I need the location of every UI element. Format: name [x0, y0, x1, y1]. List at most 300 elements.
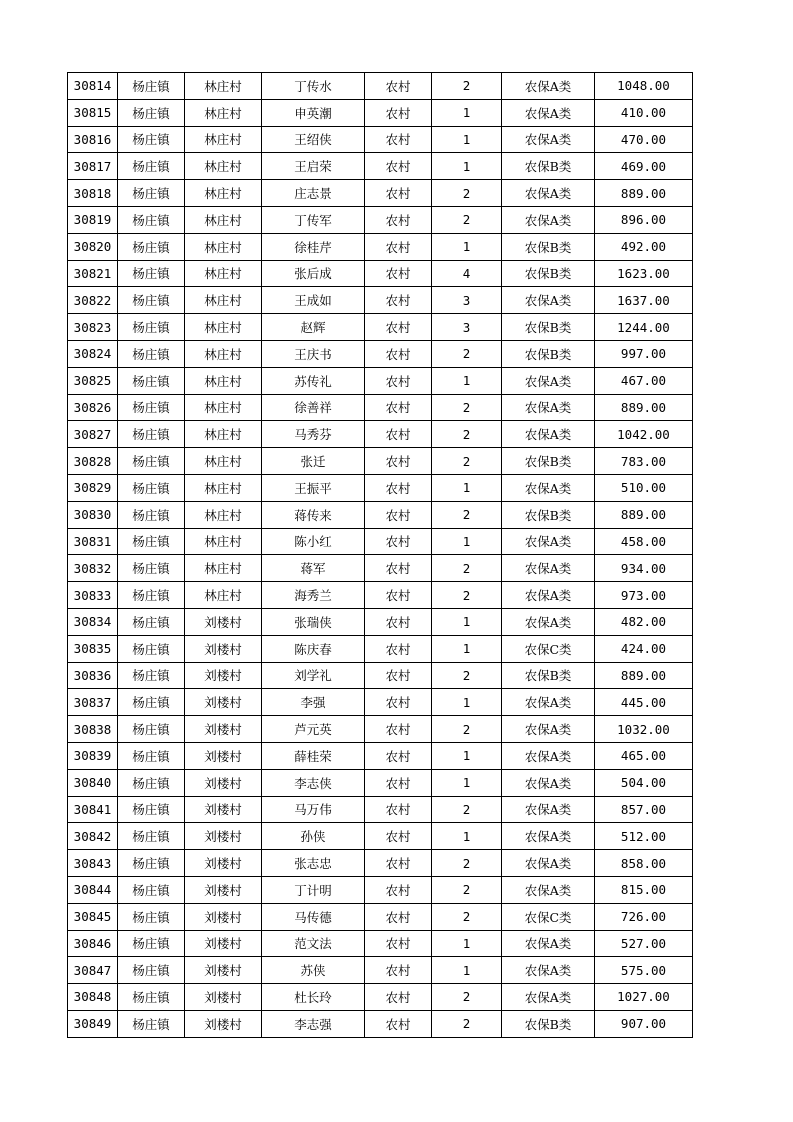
town-cell: 杨庄镇 — [118, 394, 185, 421]
household-size-cell: 4 — [432, 260, 502, 287]
name-cell: 蒋军 — [262, 555, 365, 582]
record-id-cell: 30847 — [68, 957, 118, 984]
village-cell: 林庄村 — [185, 421, 262, 448]
table-row — [68, 742, 693, 769]
name-cell: 丁计明 — [262, 876, 365, 903]
household-size-cell: 1 — [432, 769, 502, 796]
table-row — [68, 769, 693, 796]
record-id-cell: 30815 — [68, 99, 118, 126]
category-cell: 农保B类 — [502, 448, 595, 475]
category-cell: 农保A类 — [502, 608, 595, 635]
name-cell: 张后成 — [262, 260, 365, 287]
amount-cell: 410.00 — [595, 99, 693, 126]
town-cell: 杨庄镇 — [118, 823, 185, 850]
category-cell: 农保B类 — [502, 1010, 595, 1037]
amount-cell: 889.00 — [595, 180, 693, 207]
village-cell: 刘楼村 — [185, 608, 262, 635]
town-cell: 杨庄镇 — [118, 796, 185, 823]
amount-cell: 907.00 — [595, 1010, 693, 1037]
category-cell: 农保A类 — [502, 206, 595, 233]
area-type-cell: 农村 — [365, 260, 432, 287]
record-id-cell: 30839 — [68, 742, 118, 769]
town-cell: 杨庄镇 — [118, 742, 185, 769]
amount-cell: 469.00 — [595, 153, 693, 180]
town-cell: 杨庄镇 — [118, 180, 185, 207]
amount-cell: 973.00 — [595, 582, 693, 609]
category-cell: 农保A类 — [502, 716, 595, 743]
name-cell: 王成如 — [262, 287, 365, 314]
household-size-cell: 1 — [432, 233, 502, 260]
category-cell: 农保A类 — [502, 528, 595, 555]
table-row — [68, 153, 693, 180]
table-row — [68, 850, 693, 877]
village-cell: 林庄村 — [185, 367, 262, 394]
area-type-cell: 农村 — [365, 769, 432, 796]
household-size-cell: 2 — [432, 394, 502, 421]
table-body — [68, 73, 693, 1038]
amount-cell: 858.00 — [595, 850, 693, 877]
name-cell: 芦元英 — [262, 716, 365, 743]
town-cell: 杨庄镇 — [118, 903, 185, 930]
area-type-cell: 农村 — [365, 421, 432, 448]
record-id-cell: 30845 — [68, 903, 118, 930]
area-type-cell: 农村 — [365, 984, 432, 1011]
name-cell: 王庆书 — [262, 340, 365, 367]
household-size-cell: 1 — [432, 689, 502, 716]
name-cell: 李志侠 — [262, 769, 365, 796]
village-cell: 刘楼村 — [185, 796, 262, 823]
table-row — [68, 233, 693, 260]
table-row — [68, 689, 693, 716]
village-cell: 刘楼村 — [185, 635, 262, 662]
household-size-cell: 2 — [432, 555, 502, 582]
category-cell: 农保A类 — [502, 957, 595, 984]
area-type-cell: 农村 — [365, 555, 432, 582]
amount-cell: 896.00 — [595, 206, 693, 233]
table-row — [68, 474, 693, 501]
village-cell: 林庄村 — [185, 555, 262, 582]
town-cell: 杨庄镇 — [118, 474, 185, 501]
name-cell: 赵辉 — [262, 314, 365, 341]
category-cell: 农保A类 — [502, 287, 595, 314]
category-cell: 农保B类 — [502, 501, 595, 528]
table-row — [68, 876, 693, 903]
record-id-cell: 30830 — [68, 501, 118, 528]
town-cell: 杨庄镇 — [118, 716, 185, 743]
household-size-cell: 2 — [432, 903, 502, 930]
name-cell: 李强 — [262, 689, 365, 716]
household-size-cell: 2 — [432, 796, 502, 823]
category-cell: 农保A类 — [502, 930, 595, 957]
town-cell: 杨庄镇 — [118, 608, 185, 635]
town-cell: 杨庄镇 — [118, 153, 185, 180]
amount-cell: 1042.00 — [595, 421, 693, 448]
town-cell: 杨庄镇 — [118, 930, 185, 957]
record-id-cell: 30816 — [68, 126, 118, 153]
table-row — [68, 555, 693, 582]
amount-cell: 470.00 — [595, 126, 693, 153]
amount-cell: 1623.00 — [595, 260, 693, 287]
area-type-cell: 农村 — [365, 394, 432, 421]
category-cell: 农保A类 — [502, 850, 595, 877]
village-cell: 林庄村 — [185, 126, 262, 153]
area-type-cell: 农村 — [365, 153, 432, 180]
household-size-cell: 1 — [432, 99, 502, 126]
record-id-cell: 30842 — [68, 823, 118, 850]
area-type-cell: 农村 — [365, 314, 432, 341]
village-cell: 林庄村 — [185, 448, 262, 475]
village-cell: 刘楼村 — [185, 662, 262, 689]
category-cell: 农保A类 — [502, 73, 595, 100]
amount-cell: 726.00 — [595, 903, 693, 930]
category-cell: 农保A类 — [502, 474, 595, 501]
category-cell: 农保A类 — [502, 126, 595, 153]
household-size-cell: 1 — [432, 742, 502, 769]
table-row — [68, 903, 693, 930]
record-id-cell: 30821 — [68, 260, 118, 287]
town-cell: 杨庄镇 — [118, 314, 185, 341]
table-row — [68, 582, 693, 609]
table-row — [68, 796, 693, 823]
area-type-cell: 农村 — [365, 340, 432, 367]
area-type-cell: 农村 — [365, 448, 432, 475]
category-cell: 农保B类 — [502, 314, 595, 341]
village-cell: 林庄村 — [185, 582, 262, 609]
category-cell: 农保C类 — [502, 635, 595, 662]
name-cell: 张志忠 — [262, 850, 365, 877]
table-row — [68, 984, 693, 1011]
area-type-cell: 农村 — [365, 501, 432, 528]
town-cell: 杨庄镇 — [118, 99, 185, 126]
village-cell: 刘楼村 — [185, 850, 262, 877]
category-cell: 农保A类 — [502, 876, 595, 903]
household-size-cell: 2 — [432, 662, 502, 689]
category-cell: 农保B类 — [502, 662, 595, 689]
village-cell: 刘楼村 — [185, 769, 262, 796]
category-cell: 农保A类 — [502, 180, 595, 207]
area-type-cell: 农村 — [365, 662, 432, 689]
record-id-cell: 30826 — [68, 394, 118, 421]
table-row — [68, 528, 693, 555]
name-cell: 王绍侠 — [262, 126, 365, 153]
name-cell: 申英潮 — [262, 99, 365, 126]
household-size-cell: 2 — [432, 984, 502, 1011]
category-cell: 农保A类 — [502, 555, 595, 582]
area-type-cell: 农村 — [365, 689, 432, 716]
category-cell: 农保B类 — [502, 340, 595, 367]
village-cell: 刘楼村 — [185, 1010, 262, 1037]
amount-cell: 934.00 — [595, 555, 693, 582]
town-cell: 杨庄镇 — [118, 126, 185, 153]
household-size-cell: 1 — [432, 608, 502, 635]
name-cell: 陈庆春 — [262, 635, 365, 662]
name-cell: 马万伟 — [262, 796, 365, 823]
town-cell: 杨庄镇 — [118, 367, 185, 394]
amount-cell: 445.00 — [595, 689, 693, 716]
record-id-cell: 30817 — [68, 153, 118, 180]
record-id-cell: 30841 — [68, 796, 118, 823]
name-cell: 苏传礼 — [262, 367, 365, 394]
town-cell: 杨庄镇 — [118, 876, 185, 903]
record-id-cell: 30849 — [68, 1010, 118, 1037]
amount-cell: 857.00 — [595, 796, 693, 823]
town-cell: 杨庄镇 — [118, 662, 185, 689]
amount-cell: 467.00 — [595, 367, 693, 394]
amount-cell: 1027.00 — [595, 984, 693, 1011]
amount-cell: 510.00 — [595, 474, 693, 501]
village-cell: 林庄村 — [185, 260, 262, 287]
category-cell: 农保A类 — [502, 367, 595, 394]
household-size-cell: 2 — [432, 1010, 502, 1037]
name-cell: 马秀芬 — [262, 421, 365, 448]
village-cell: 刘楼村 — [185, 716, 262, 743]
category-cell: 农保A类 — [502, 394, 595, 421]
village-cell: 刘楼村 — [185, 689, 262, 716]
record-id-cell: 30828 — [68, 448, 118, 475]
table-row — [68, 608, 693, 635]
table-row — [68, 99, 693, 126]
area-type-cell: 农村 — [365, 608, 432, 635]
record-id-cell: 30814 — [68, 73, 118, 100]
village-cell: 刘楼村 — [185, 876, 262, 903]
record-id-cell: 30829 — [68, 474, 118, 501]
village-cell: 刘楼村 — [185, 742, 262, 769]
household-size-cell: 3 — [432, 287, 502, 314]
record-id-cell: 30835 — [68, 635, 118, 662]
village-cell: 林庄村 — [185, 180, 262, 207]
household-size-cell: 1 — [432, 126, 502, 153]
name-cell: 张瑞侠 — [262, 608, 365, 635]
area-type-cell: 农村 — [365, 930, 432, 957]
name-cell: 海秀兰 — [262, 582, 365, 609]
household-size-cell: 2 — [432, 73, 502, 100]
amount-cell: 1637.00 — [595, 287, 693, 314]
village-cell: 刘楼村 — [185, 903, 262, 930]
village-cell: 林庄村 — [185, 340, 262, 367]
table-row — [68, 260, 693, 287]
record-id-cell: 30846 — [68, 930, 118, 957]
household-size-cell: 2 — [432, 716, 502, 743]
table-row — [68, 340, 693, 367]
household-size-cell: 2 — [432, 448, 502, 475]
table-row — [68, 287, 693, 314]
amount-cell: 889.00 — [595, 394, 693, 421]
amount-cell: 1244.00 — [595, 314, 693, 341]
household-size-cell: 1 — [432, 930, 502, 957]
area-type-cell: 农村 — [365, 73, 432, 100]
amount-cell: 492.00 — [595, 233, 693, 260]
town-cell: 杨庄镇 — [118, 501, 185, 528]
table-row — [68, 635, 693, 662]
area-type-cell: 农村 — [365, 206, 432, 233]
household-size-cell: 1 — [432, 528, 502, 555]
area-type-cell: 农村 — [365, 742, 432, 769]
record-id-cell: 30818 — [68, 180, 118, 207]
town-cell: 杨庄镇 — [118, 582, 185, 609]
name-cell: 王振平 — [262, 474, 365, 501]
category-cell: 农保A类 — [502, 689, 595, 716]
category-cell: 农保B类 — [502, 260, 595, 287]
area-type-cell: 农村 — [365, 180, 432, 207]
name-cell: 马传德 — [262, 903, 365, 930]
category-cell: 农保A类 — [502, 742, 595, 769]
record-id-cell: 30837 — [68, 689, 118, 716]
town-cell: 杨庄镇 — [118, 233, 185, 260]
category-cell: 农保A类 — [502, 823, 595, 850]
town-cell: 杨庄镇 — [118, 850, 185, 877]
name-cell: 王启荣 — [262, 153, 365, 180]
village-cell: 刘楼村 — [185, 957, 262, 984]
village-cell: 林庄村 — [185, 153, 262, 180]
category-cell: 农保A类 — [502, 796, 595, 823]
record-id-cell: 30819 — [68, 206, 118, 233]
town-cell: 杨庄镇 — [118, 689, 185, 716]
name-cell: 徐桂芹 — [262, 233, 365, 260]
table-row — [68, 180, 693, 207]
town-cell: 杨庄镇 — [118, 206, 185, 233]
amount-cell: 783.00 — [595, 448, 693, 475]
household-size-cell: 2 — [432, 340, 502, 367]
household-size-cell: 3 — [432, 314, 502, 341]
household-size-cell: 1 — [432, 474, 502, 501]
record-id-cell: 30848 — [68, 984, 118, 1011]
town-cell: 杨庄镇 — [118, 984, 185, 1011]
category-cell: 农保A类 — [502, 769, 595, 796]
name-cell: 蒋传来 — [262, 501, 365, 528]
name-cell: 刘学礼 — [262, 662, 365, 689]
table-row — [68, 930, 693, 957]
table-row — [68, 448, 693, 475]
village-cell: 刘楼村 — [185, 930, 262, 957]
area-type-cell: 农村 — [365, 635, 432, 662]
town-cell: 杨庄镇 — [118, 73, 185, 100]
name-cell: 张迁 — [262, 448, 365, 475]
area-type-cell: 农村 — [365, 1010, 432, 1037]
record-id-cell: 30832 — [68, 555, 118, 582]
amount-cell: 527.00 — [595, 930, 693, 957]
household-size-cell: 1 — [432, 153, 502, 180]
village-cell: 林庄村 — [185, 73, 262, 100]
record-id-cell: 30843 — [68, 850, 118, 877]
area-type-cell: 农村 — [365, 367, 432, 394]
household-size-cell: 1 — [432, 367, 502, 394]
table-row — [68, 394, 693, 421]
area-type-cell: 农村 — [365, 903, 432, 930]
record-id-cell: 30834 — [68, 608, 118, 635]
area-type-cell: 农村 — [365, 233, 432, 260]
record-id-cell: 30840 — [68, 769, 118, 796]
village-cell: 林庄村 — [185, 287, 262, 314]
name-cell: 孙侠 — [262, 823, 365, 850]
town-cell: 杨庄镇 — [118, 421, 185, 448]
category-cell: 农保A类 — [502, 984, 595, 1011]
village-cell: 林庄村 — [185, 501, 262, 528]
household-size-cell: 1 — [432, 823, 502, 850]
record-id-cell: 30825 — [68, 367, 118, 394]
name-cell: 范文法 — [262, 930, 365, 957]
name-cell: 徐善祥 — [262, 394, 365, 421]
record-id-cell: 30823 — [68, 314, 118, 341]
name-cell: 丁传军 — [262, 206, 365, 233]
town-cell: 杨庄镇 — [118, 555, 185, 582]
area-type-cell: 农村 — [365, 582, 432, 609]
amount-cell: 575.00 — [595, 957, 693, 984]
record-id-cell: 30844 — [68, 876, 118, 903]
household-size-cell: 2 — [432, 582, 502, 609]
village-cell: 林庄村 — [185, 99, 262, 126]
area-type-cell: 农村 — [365, 528, 432, 555]
name-cell: 丁传水 — [262, 73, 365, 100]
village-cell: 林庄村 — [185, 233, 262, 260]
household-size-cell: 2 — [432, 876, 502, 903]
amount-cell: 424.00 — [595, 635, 693, 662]
town-cell: 杨庄镇 — [118, 287, 185, 314]
category-cell: 农保B类 — [502, 233, 595, 260]
area-type-cell: 农村 — [365, 474, 432, 501]
area-type-cell: 农村 — [365, 287, 432, 314]
name-cell: 杜长玲 — [262, 984, 365, 1011]
table-row — [68, 206, 693, 233]
table-row — [68, 421, 693, 448]
amount-cell: 458.00 — [595, 528, 693, 555]
village-cell: 林庄村 — [185, 528, 262, 555]
town-cell: 杨庄镇 — [118, 1010, 185, 1037]
town-cell: 杨庄镇 — [118, 635, 185, 662]
name-cell: 苏侠 — [262, 957, 365, 984]
town-cell: 杨庄镇 — [118, 260, 185, 287]
amount-cell: 504.00 — [595, 769, 693, 796]
area-type-cell: 农村 — [365, 716, 432, 743]
amount-cell: 815.00 — [595, 876, 693, 903]
household-size-cell: 2 — [432, 421, 502, 448]
category-cell: 农保A类 — [502, 99, 595, 126]
name-cell: 陈小红 — [262, 528, 365, 555]
category-cell: 农保A类 — [502, 421, 595, 448]
area-type-cell: 农村 — [365, 823, 432, 850]
village-cell: 刘楼村 — [185, 984, 262, 1011]
record-id-cell: 30838 — [68, 716, 118, 743]
village-cell: 林庄村 — [185, 474, 262, 501]
table-row — [68, 957, 693, 984]
village-cell: 林庄村 — [185, 394, 262, 421]
name-cell: 庄志景 — [262, 180, 365, 207]
name-cell: 李志强 — [262, 1010, 365, 1037]
table-row — [68, 823, 693, 850]
town-cell: 杨庄镇 — [118, 769, 185, 796]
amount-cell: 512.00 — [595, 823, 693, 850]
name-cell: 薛桂荣 — [262, 742, 365, 769]
area-type-cell: 农村 — [365, 796, 432, 823]
category-cell: 农保C类 — [502, 903, 595, 930]
area-type-cell: 农村 — [365, 126, 432, 153]
household-size-cell: 2 — [432, 180, 502, 207]
area-type-cell: 农村 — [365, 957, 432, 984]
amount-cell: 889.00 — [595, 662, 693, 689]
area-type-cell: 农村 — [365, 99, 432, 126]
record-id-cell: 30836 — [68, 662, 118, 689]
table-row — [68, 501, 693, 528]
town-cell: 杨庄镇 — [118, 340, 185, 367]
category-cell: 农保B类 — [502, 153, 595, 180]
table-row — [68, 1010, 693, 1037]
table-row — [68, 716, 693, 743]
record-id-cell: 30824 — [68, 340, 118, 367]
household-size-cell: 1 — [432, 635, 502, 662]
town-cell: 杨庄镇 — [118, 448, 185, 475]
table-row — [68, 126, 693, 153]
amount-cell: 889.00 — [595, 501, 693, 528]
area-type-cell: 农村 — [365, 850, 432, 877]
